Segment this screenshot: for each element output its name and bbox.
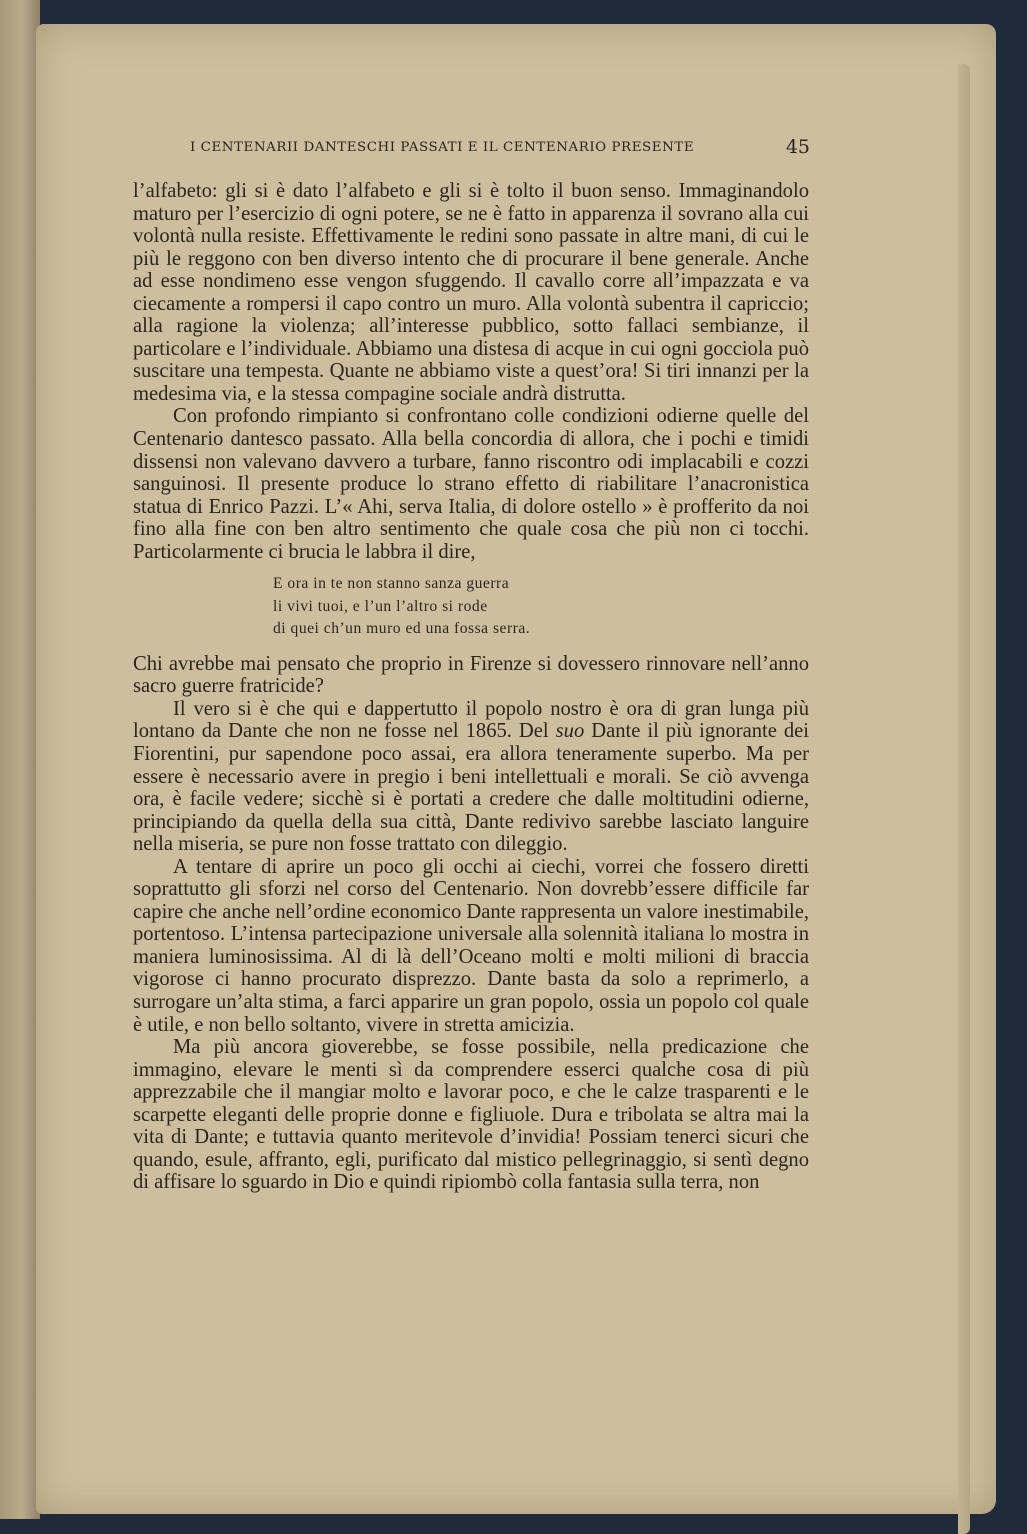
paragraph: Ma più ancora gioverebbe, se fosse possibile, nella predicazione che immagino, elevare le menti sì da comprendere esserci qualche cosa di più apprezzabile che il mangiar molto e lavorar poco, e che le calze trasparenti e le scarpette eleganti delle proprie donne e figliuole. Dura e tribolata se altra mai la vita di Dante; e tuttavia quanto meritevole d’invidia! Possiam tenerci sicuri che quando, esule, affranto, egli, purificato dal mistico pellegrinaggio, si sentì degno di affisare lo sguardo in Dio e quindi ripiombò colla fantasia sulla terra, non (133, 1036, 809, 1194)
paragraph-part: Il vero si è che qui e dappertutto il popolo nostro è ora di gran lunga più lontano da Dante che non ne fosse nel 1865. Del (133, 697, 809, 743)
book-spine (0, 0, 40, 1519)
verse-line: E ora in te non stanno sanza guerra (273, 575, 510, 593)
paragraph: A tentare di aprire un poco gli occhi ai ciechi, vorrei che fossero diretti soprattutto gli sforzi nel corso del Centenario. Non dovrebb’essere difficile far capire che anche nell’ordine economico Dante rappresenta un valore inestimabile, portentoso. L’intensa partecipazione universale alla solennità italiana lo mostra in maniera luminosissima. Al di là dell’Oceano molti e molti milioni di braccia vigorose ci hanno procurato disprezzo. Dante basta da solo a reprimerlo, a surrogare un’alta stima, a farci apparire un gran popolo, ossia un popolo col quale è utile, e non bello soltanto, vivere in stretta amicizia. (133, 855, 809, 1036)
body-text (133, 180, 809, 1194)
page-number: 45 (785, 136, 810, 158)
page-edge (958, 64, 970, 1534)
running-head (190, 136, 820, 166)
paragraph: l’alfabeto: gli si è dato l’alfabeto e gli si è tolto il buon senso. Immaginandolo maturo per l’esercizio di ogni potere, se ne è fatto in apparenza il sovrano alla cui volontà nulla resiste. Effettivamente le redini sono passate in altre mani, di cui le più le reggono con ben diverso intento che di procurare il bene generale. Anche ad esse nondimeno esse vengon sfuggendo. Il cavallo corre all’impazzata e va ciecamente a rompersi il capo contro un muro. Alla volontà subentra il capriccio; alla ragione la violenza; all’interesse pubblico, sotto fallaci sembianze, il particolare e l’individuale. Abbiamo una distesa di acque in cui ogni gocciola può suscitare una tempesta. Quante ne abbiamo viste a quest’ora! Si tiri innanzi per la medesima via, e la stessa compagine sociale andrà distrutta. (133, 180, 809, 405)
emphasized-word: suo (555, 720, 585, 743)
verse-line: li vivi tuoi, e l’un l’altro si rode (273, 597, 488, 615)
running-head-title: I CENTENARII DANTESCHI PASSATI E IL CENTENARIO PRESENTE (190, 140, 695, 155)
verse-line: di quei ch’un muro ed una fossa serra. (273, 620, 531, 638)
paragraph (133, 698, 809, 856)
paragraph: Con profondo rimpianto si confrontano colle condizioni odierne quelle del Centenario dantesco passato. Alla bella concordia di allora, che i pochi e timidi dissensi non valevano davvero a turbare, fanno riscontro odi implacabili e cozzi sanguinosi. Il presente produce lo strano effetto di riabilitare l’anacronistica statua di Enrico Pazzi. L’« Ahi, serva Italia, di dolore ostello » è profferito da noi fino alla fine con ben altro sentimento che quale cosa che più non ci tocchi. Particolarmente ci brucia le labbra il dire, (133, 405, 809, 563)
paragraph: Chi avrebbe mai pensato che proprio in Firenze si dovessero rinnovare nell’anno sacro guerre fratricide? (133, 652, 809, 698)
verse-quote (273, 573, 809, 641)
paragraph-part: Dante il più ignorante dei Fiorentini, pur sapendone poco assai, era allora teneramente superbo. Ma per essere è necessario avere in pregio i beni intellettuali e morali. Se ciò avvenga ora, è facile vedere; sicchè si è portati a credere che dalle moltitudini odierne, principiando da quella della sua città, Dante redivivo sarebbe lasciato languire nella miseria, se pure non fosse trattato con dileggio. (133, 720, 810, 856)
